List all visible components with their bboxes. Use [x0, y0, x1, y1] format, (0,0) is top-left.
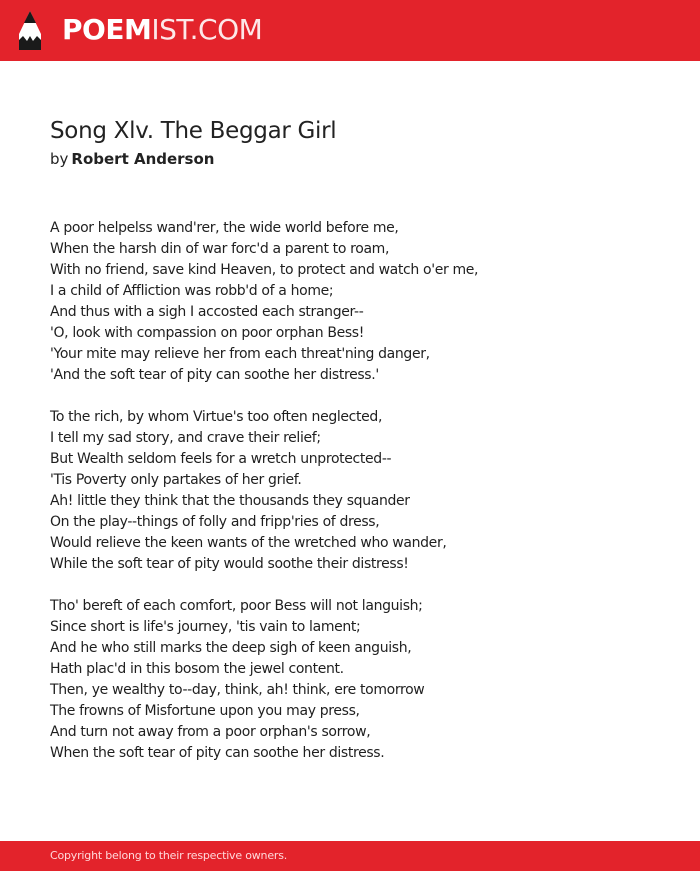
poem-line: And he who still marks the deep sigh of keen anguish,: [50, 640, 412, 656]
poem-line: On the play--things of folly and fripp'ries of dress,: [50, 514, 380, 530]
poem-line: To the rich, by whom Virtue's too often neglected,: [50, 409, 383, 425]
byline: [50, 148, 214, 170]
copyright-notice: Copyright belong to their respective owners.: [50, 849, 288, 862]
logo-text-strong: POEM: [62, 13, 152, 46]
poem-line: Since short is life's journey, 'tis vain to lament;: [50, 619, 361, 635]
poem-line: Then, ye wealthy to--day, think, ah! think, ere tomorrow: [50, 682, 425, 698]
poem-line: A poor helpelss wand'rer, the wide world before me,: [50, 220, 399, 236]
stanza: [50, 407, 670, 575]
pen-nib-icon: [17, 10, 43, 52]
author-name[interactable]: Robert Anderson: [71, 150, 215, 168]
poem-line: And thus with a sigh I accosted each stranger--: [50, 304, 364, 320]
site-header: [0, 0, 700, 61]
poem-line: But Wealth seldom feels for a wretch unprotected--: [50, 451, 392, 467]
poem-line: When the harsh din of war forc'd a parent to roam,: [50, 241, 390, 257]
poem-line: 'O, look with compassion on poor orphan Bess!: [50, 325, 364, 341]
poem-line: The frowns of Misfortune upon you may press,: [50, 703, 360, 719]
site-logo[interactable]: [62, 12, 262, 48]
poem-line: And turn not away from a poor orphan's sorrow,: [50, 724, 371, 740]
by-label: by: [50, 150, 69, 168]
stanza: [50, 596, 670, 764]
stanza: [50, 218, 670, 386]
poem-line: Would relieve the keen wants of the wretched who wander,: [50, 535, 447, 551]
poem-line: I tell my sad story, and crave their relief;: [50, 430, 321, 446]
poem-line: I a child of Affliction was robb'd of a home;: [50, 283, 334, 299]
logo-text-light: IST.COM: [151, 13, 263, 46]
poem-line: Hath plac'd in this bosom the jewel content.: [50, 661, 344, 677]
poem-line: 'Your mite may relieve her from each threat'ning danger,: [50, 346, 430, 362]
poem-title: Song Xlv. The Beggar Girl: [50, 118, 337, 144]
poem-line: 'Tis Poverty only partakes of her grief.: [50, 472, 302, 488]
poem-line: Ah! little they think that the thousands they squander: [50, 493, 410, 509]
site-footer: [0, 841, 700, 871]
poem-line: While the soft tear of pity would soothe their distress!: [50, 556, 409, 572]
poem-line: When the soft tear of pity can soothe her distress.: [50, 745, 385, 761]
poem-body: [50, 218, 670, 785]
poem-line: 'And the soft tear of pity can soothe her distress.': [50, 367, 379, 383]
poem-line: With no friend, save kind Heaven, to protect and watch o'er me,: [50, 262, 479, 278]
poem-line: Tho' bereft of each comfort, poor Bess will not languish;: [50, 598, 423, 614]
